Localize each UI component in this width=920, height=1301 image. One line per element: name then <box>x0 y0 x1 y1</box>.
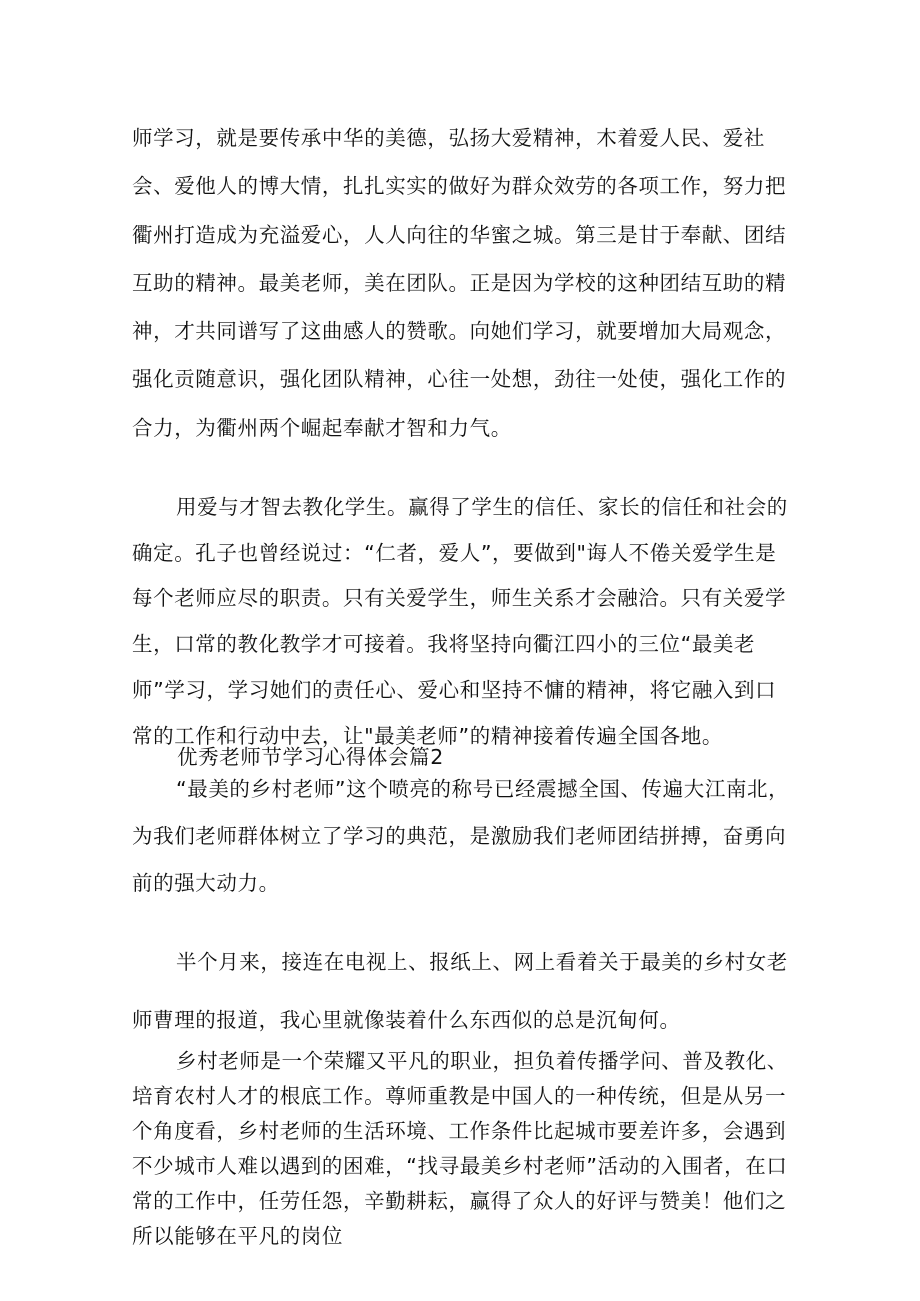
paragraph-rural-teacher-profession: 乡村老师是一个荣耀又平凡的职业，担负着传播学问、普及教化、培育农村人才的根底工作。尊师重教是中国人的一种传统，但是从另一个角度看，乡村老师的生活环境、工作条件比起城市要差许多，会遇到不少城市人难以遇到的困难，“找寻最美乡村老师”活动的入围者，在口常的工作中，任劳任怨，辛勤耕耘，赢得了众人的好评与赞美！他们之所以能够在平凡的岗位 <box>132 1049 788 1248</box>
paragraph-rural-teacher-title: “最美的乡村老师”这个喷亮的称号已经震撼全国、传遍大江南北，为我们老师群体树立了学习的典范，是激励我们老师团结拼搏，奋勇向前的强大动力。 <box>132 777 790 895</box>
section-heading: 优秀老师节学习心得体会篇2 <box>177 745 444 769</box>
paragraph-continuation: 师学习，就是要传承中华的美德，弘扬大爱精神，木着爱人民、爱社会、爱他人的博大情，扎扎实实的做好为群众效劳的各项工作，努力把衢州打造成为充溢爱心，人人向往的华蜜之城。第三是甘于奉献、团结互助的精神。最美老师，美在团队。正是因为学校的这种团结互助的精神，才共同谱写了这曲感人的赞歌。向她们学习，就要增加大局观念，强化贡随意识，强化团队精神，心往一处想，劲往一处使，强化工作的合力，为衢州两个崛起奉献才智和力气。 <box>132 126 787 440</box>
paragraph-half-month: 半个月来，接连在电视上、报纸上、网上看着关于最美的乡村女老师曹理的报道，我心里就像装着什么东西似的总是沉甸何。 <box>132 950 788 1032</box>
paragraph-teaching-students: 用爱与才智去教化学生。赢得了学生的信任、家长的信任和社会的确定。孔子也曾经说过：“仁者，爱人”，要做到"诲人不倦关爱学生是每个老师应尽的职责。只有关爱学生，师生关系才会融洽。只有关爱学生，口常的教化教学才可接着。我将坚持向衢江四小的三位“最美老师”学习，学习她们的责任心、爱心和坚持不慵的精神，将它融入到口常的工作和行动中去，让"最美老师”的精神接着传遍全国各地。 <box>132 495 788 748</box>
